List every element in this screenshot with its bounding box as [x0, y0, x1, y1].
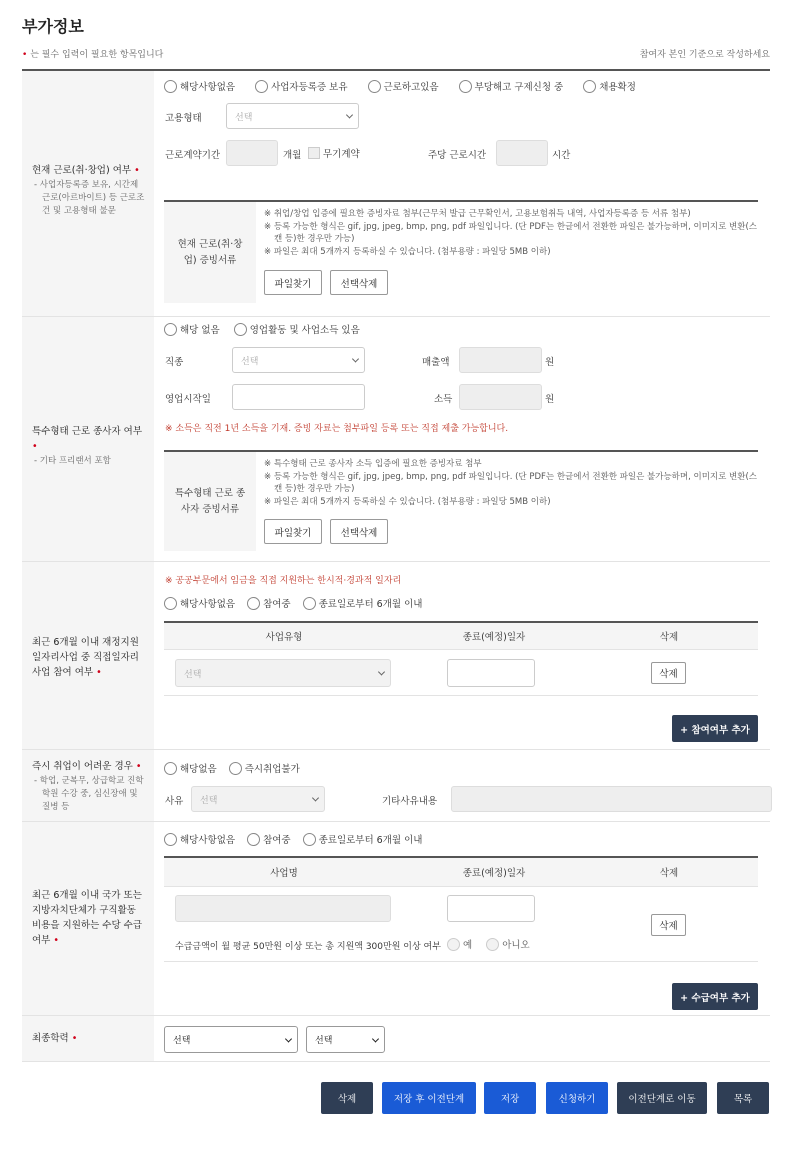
chevron-down-icon	[372, 1035, 379, 1042]
col-end-date: 종료(예정)일자	[462, 868, 526, 879]
col-name: 사업명	[270, 868, 298, 879]
etc-reason-input[interactable]	[451, 786, 772, 812]
col-delete: 삭제	[659, 868, 679, 879]
radio-within-6-months[interactable]: 종료일로부터 6개월 이내	[303, 832, 423, 846]
section-education	[22, 1016, 770, 1062]
program-name-input[interactable]	[175, 895, 391, 922]
col-delete: 삭제	[659, 632, 679, 643]
required-star: •	[22, 50, 28, 60]
radio-within-6-months[interactable]: 종료일로부터 6개월 이내	[303, 596, 423, 610]
self-note: 참여자 본인 기준으로 작성하세요	[639, 50, 770, 60]
radio-business-income[interactable]: 영업활동 및 사업소득 있음	[234, 322, 360, 336]
delete-button[interactable]: 삭제	[321, 1082, 373, 1114]
add-allowance-button[interactable]: + 수급여부 추가	[672, 983, 758, 1010]
indefinite-contract-checkbox[interactable]: 무기계약	[308, 146, 360, 160]
job-select[interactable]: 선택	[232, 347, 365, 373]
contract-period-label: 근로계약기간	[165, 150, 221, 161]
radio-hire-confirmed[interactable]: 채용확정	[583, 79, 636, 93]
col-end-date: 종료(예정)일자	[462, 632, 526, 643]
chevron-down-icon	[378, 668, 385, 675]
section-immediate-employment	[22, 750, 770, 822]
section-title: 최근 6개월 이내 국가 또는 지방자치단체가 구직활동 비용을 지원하는 수당 수급 여부 •	[32, 890, 143, 946]
employment-file-box	[164, 200, 758, 303]
won-unit: 원	[545, 357, 555, 368]
section-subtext: - 기타 프리랜서 포함	[34, 456, 111, 466]
public-job-note: ※ 공공부문에서 임금을 직접 지원하는 한시적·경과적 일자리	[165, 576, 402, 586]
section-label	[22, 562, 154, 749]
chevron-down-icon	[352, 355, 359, 362]
amount-question: 수급금액이 월 평균 50만원 이상 또는 총 지원액 300만원 이상 여부	[175, 942, 441, 952]
delete-selected-button[interactable]: 선택삭제	[330, 270, 388, 295]
sales-input[interactable]	[459, 347, 542, 373]
section-label	[22, 1016, 154, 1061]
program-type-select[interactable]: 선택	[175, 659, 391, 687]
radio-business-reg[interactable]: 사업자등록증 보유	[255, 79, 347, 93]
file-notes: ※ 취업/창업 입증에 필요한 증빙자료 첨부(근무처 발급 근무확인서, 고용보험취득 내역, 사업자등록증 등 서류 첨부) ※ 등록 가능한 형식은 gif, jpg, jpeg, bmp, png, pdf 파일입니다. (단 PDF는 한글에서 전환한 파일은 불가능하며, 이미지로 변환(스캔 등)한 경우만 가능) ※ 파일은 최대 5개까지 등록하실 수 있습니다. (첨부용량 : 파일당 5MB 이하)	[264, 209, 757, 257]
row-divider	[164, 961, 758, 962]
section-title: 즉시 취업이 어려운 경우 •	[32, 761, 142, 772]
section-label	[22, 317, 154, 561]
income-note: ※ 소득은 직전 1년 소득을 기재. 증빙 자료는 첨부파일 등록 또는 직접 제출 가능합니다.	[165, 424, 509, 434]
find-file-button[interactable]: 파일찾기	[264, 519, 322, 544]
delete-row-button[interactable]: 삭제	[651, 914, 686, 936]
weekly-hours-input[interactable]	[496, 140, 548, 166]
go-prev-step-button[interactable]: 이전단계로 이동	[617, 1082, 707, 1114]
section-job-allowance	[22, 822, 770, 1016]
radio-not-applicable[interactable]: 해당 없음	[164, 322, 220, 336]
radio-yes[interactable]: 예	[447, 937, 472, 951]
section-subtext: - 학업, 군복무, 상급학교 진학 학원 수강 중, 심신장애 및 질병 등	[34, 776, 144, 812]
radio-no[interactable]: 아니오	[486, 937, 530, 951]
radio-unfair-dismissal[interactable]: 부당해고 구제신청 중	[459, 79, 564, 93]
list-button[interactable]: 목록	[717, 1082, 769, 1114]
weekly-hours-label: 주당 근로시간	[428, 150, 487, 161]
section-label	[22, 71, 154, 316]
end-date-input[interactable]	[447, 895, 535, 922]
hours-unit: 시간	[552, 150, 571, 161]
file-box-label: 현재 근로(취·창업) 증빙서류	[164, 202, 256, 303]
chevron-down-icon	[285, 1035, 292, 1042]
delete-selected-button[interactable]: 선택삭제	[330, 519, 388, 544]
start-date-label: 영업시작일	[165, 394, 211, 405]
radio-not-available[interactable]: 즉시취업불가	[229, 761, 300, 775]
section-title: 특수형태 근로 종사자 여부 •	[32, 426, 143, 452]
radio-none[interactable]: 해당사항없음	[164, 79, 235, 93]
footer-buttons	[0, 1082, 800, 1114]
reason-label: 사유	[165, 796, 184, 807]
save-and-prev-button[interactable]: 저장 후 이전단계	[382, 1082, 476, 1114]
col-type: 사업유형	[265, 632, 303, 643]
section-subtext: - 사업자등록증 보유, 시간제 근로(아르바이트) 등 근로조건 및 고용형태 불문	[34, 180, 145, 216]
section-special-worker	[22, 317, 770, 562]
education-status-select[interactable]: 선택	[306, 1026, 385, 1053]
table-header	[164, 856, 758, 887]
required-note-text: 는 필수 입력이 필요한 항목입니다	[30, 50, 164, 60]
income-label: 소득	[434, 394, 453, 405]
section-label	[22, 822, 154, 1015]
delete-row-button[interactable]: 삭제	[651, 662, 686, 684]
add-participation-button[interactable]: + 참여여부 추가	[672, 715, 758, 742]
income-input[interactable]	[459, 384, 542, 410]
special-worker-file-box	[164, 450, 758, 551]
radio-none[interactable]: 해당사항없음	[164, 832, 235, 846]
chevron-down-icon	[312, 794, 319, 801]
months-unit: 개월	[283, 150, 302, 161]
radio-working[interactable]: 근로하고있음	[368, 79, 439, 93]
find-file-button[interactable]: 파일찾기	[264, 270, 322, 295]
section-title: 최종학력 •	[32, 1033, 78, 1044]
radio-not-applicable[interactable]: 해당없음	[164, 761, 217, 775]
radio-none[interactable]: 해당사항없음	[164, 596, 235, 610]
radio-participating[interactable]: 참여중	[247, 596, 291, 610]
emp-type-select[interactable]: 선택	[226, 103, 359, 129]
won-unit: 원	[545, 394, 555, 405]
section-current-employment	[22, 71, 770, 317]
chevron-down-icon	[346, 111, 353, 118]
emp-type-label: 고용형태	[165, 113, 202, 124]
apply-button[interactable]: 신청하기	[546, 1082, 608, 1114]
sales-label: 매출액	[422, 357, 450, 368]
file-box-label: 특수형태 근로 종사자 증빙서류	[164, 452, 256, 551]
page-title: 부가정보	[22, 17, 84, 36]
file-notes: ※ 특수형태 근로 종사자 소득 입증에 필요한 증빙자료 첨부 ※ 등록 가능한 형식은 gif, jpg, jpeg, bmp, png, pdf 파일입니다. (단 PDF는 한글에서 전환한 파일은 불가능하며, 이미지로 변환(스캔 등)한 경우만 가능) ※ 파일은 최대 5개까지 등록하실 수 있습니다. (첨부용량 : 파일당 5MB 이하)	[264, 459, 757, 507]
section-label	[22, 750, 154, 821]
section-direct-job-program	[22, 562, 770, 750]
section-title: 현재 근로(취·창업) 여부 •	[32, 165, 140, 176]
etc-reason-label: 기타사유내용	[382, 796, 438, 807]
education-level-select[interactable]: 선택	[164, 1026, 298, 1053]
row-divider	[164, 695, 758, 696]
table-header	[164, 621, 758, 650]
section-title: 최근 6개월 이내 재정지원 일자리사업 중 직접일자리사업 참여 여부 •	[32, 637, 139, 678]
job-label: 직종	[165, 357, 184, 368]
contract-months-input[interactable]	[226, 140, 278, 166]
required-note	[22, 47, 163, 60]
radio-participating[interactable]: 참여중	[247, 832, 291, 846]
end-date-input[interactable]	[447, 659, 535, 687]
start-date-input[interactable]	[232, 384, 365, 410]
reason-select[interactable]: 선택	[191, 786, 325, 812]
save-button[interactable]: 저장	[484, 1082, 536, 1114]
